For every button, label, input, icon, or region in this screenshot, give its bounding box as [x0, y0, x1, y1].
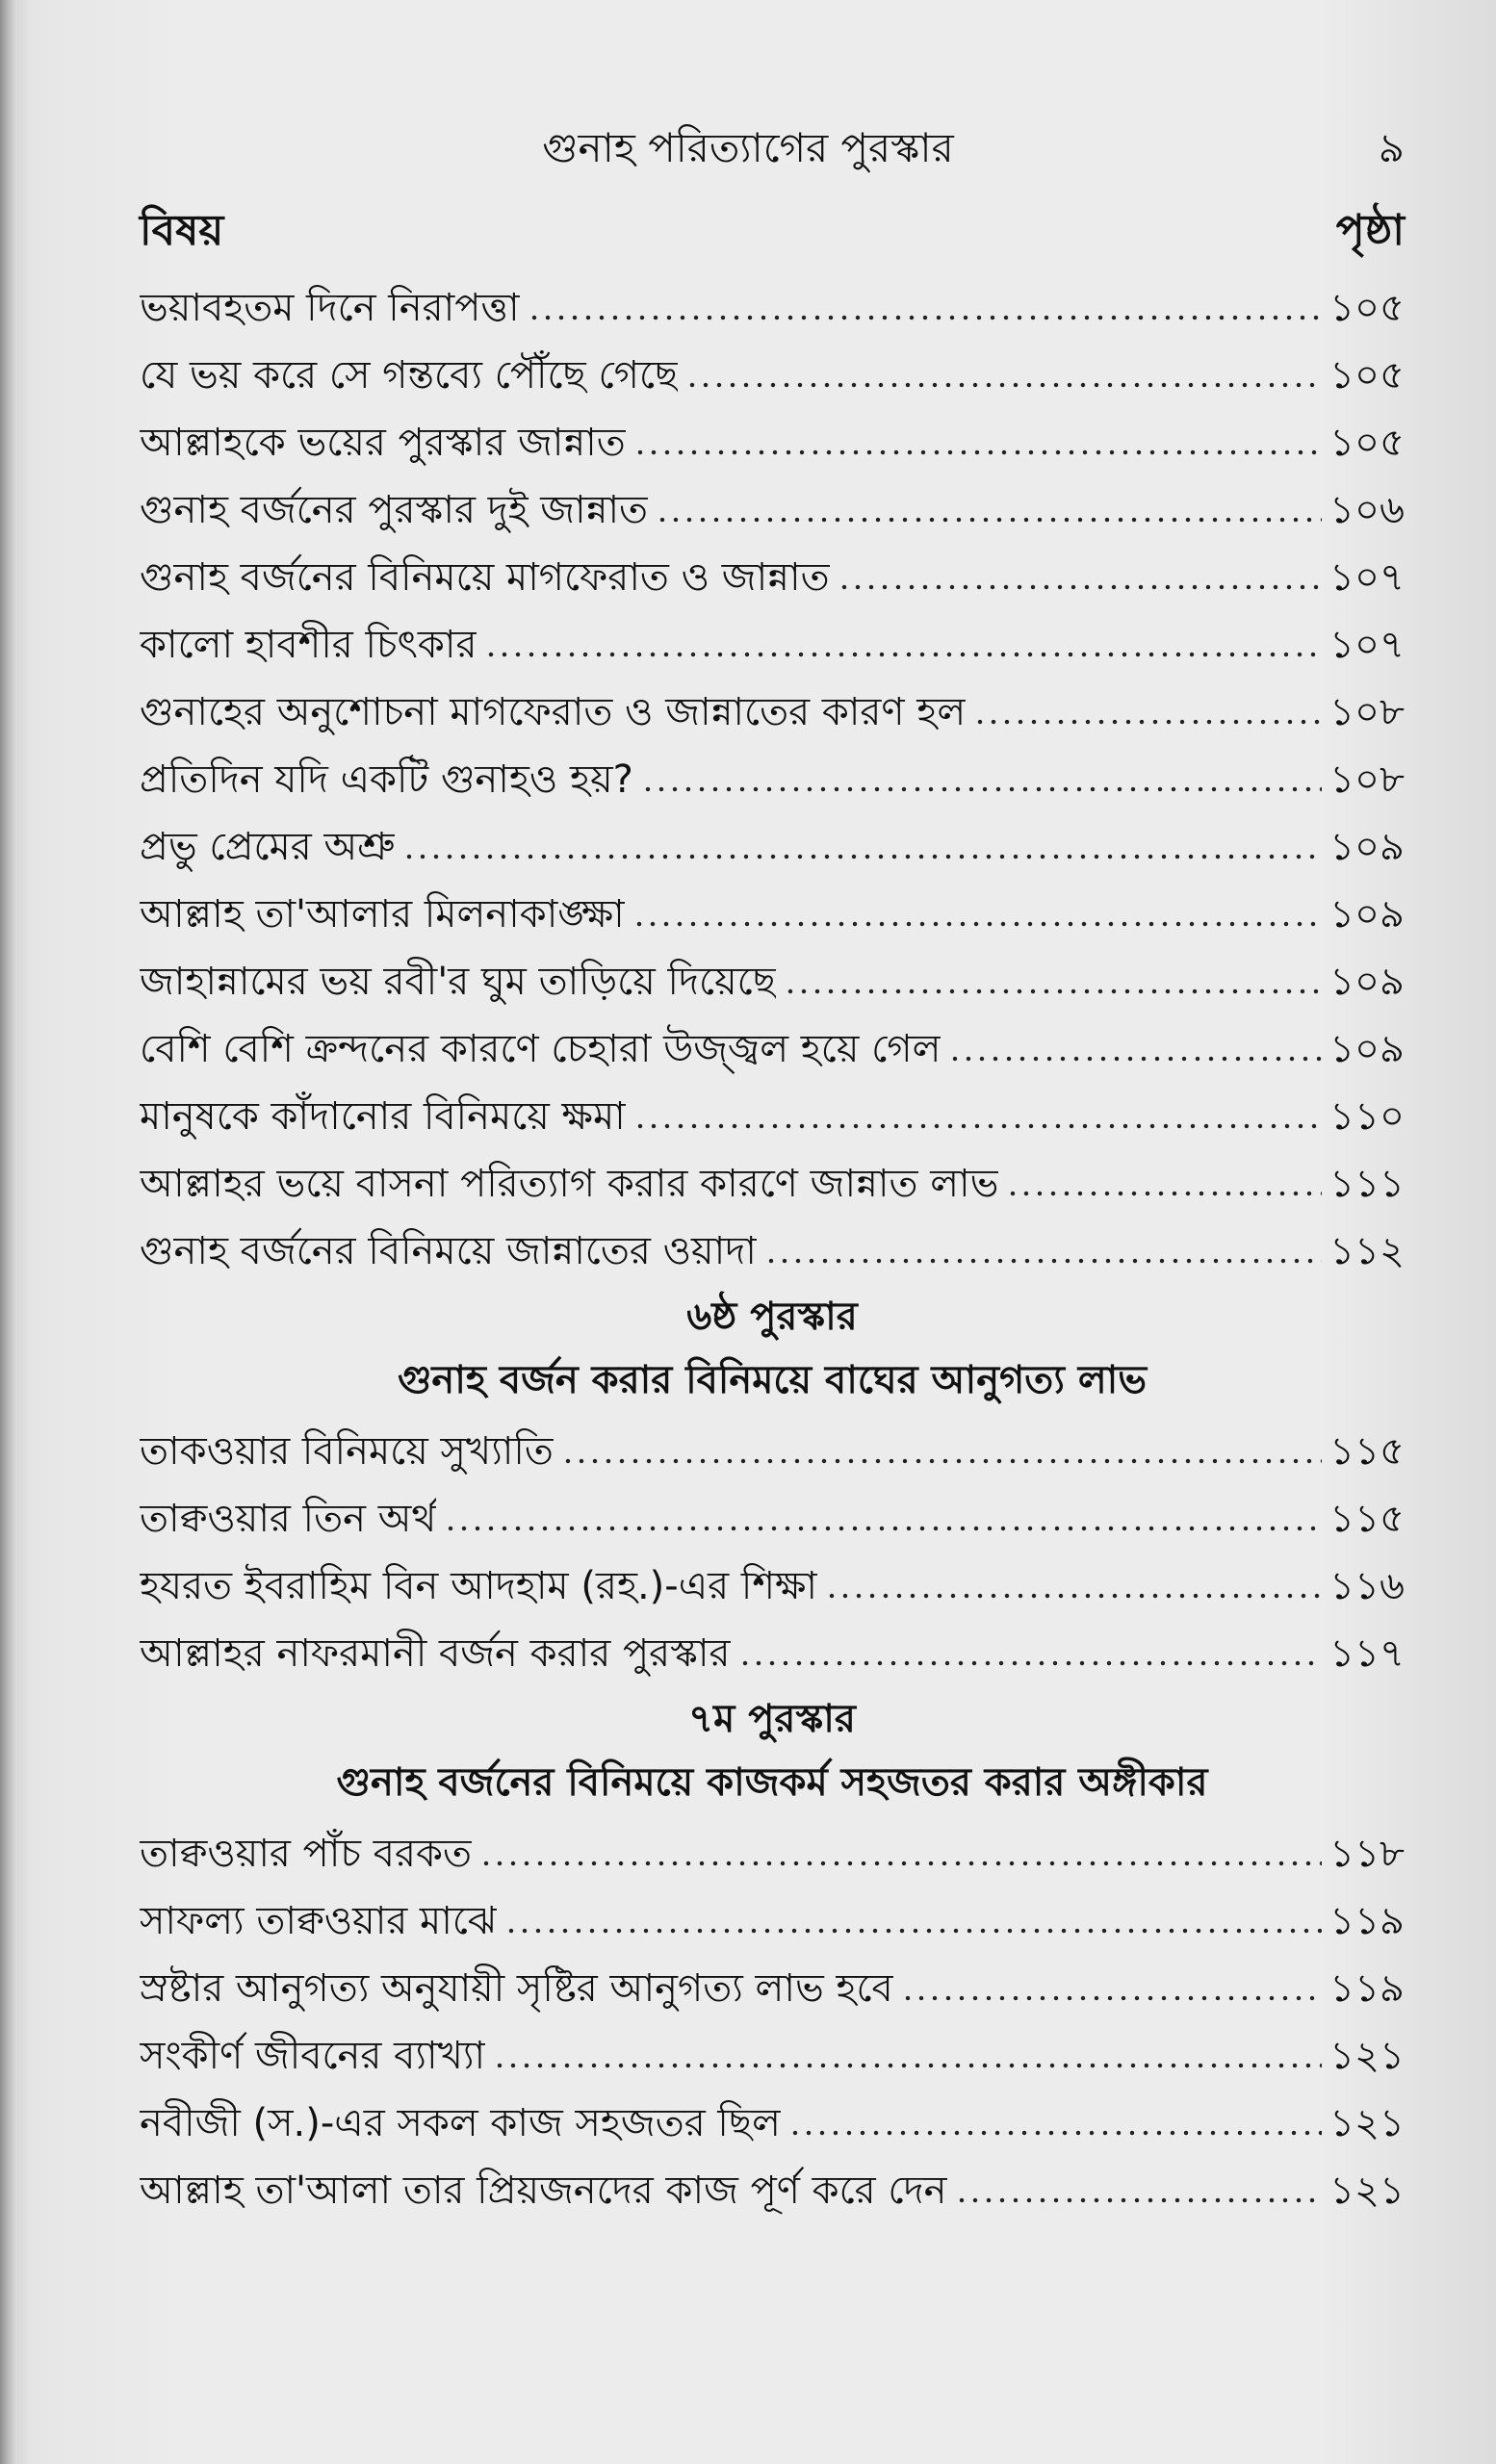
- entry-page-number: ১০৭: [1329, 623, 1405, 667]
- running-title: গুনাহ পরিত্যাগের পুরস্কার: [542, 124, 954, 171]
- dot-leader: [973, 717, 1322, 727]
- dot-leader: [838, 582, 1322, 592]
- entry-page-number: ১২১: [1329, 2034, 1405, 2078]
- entry-title: গুনাহ বর্জনের পুরস্কার দুই জান্নাত: [140, 488, 649, 532]
- dot-leader: [633, 1121, 1322, 1131]
- toc-entry: [140, 1815, 1405, 1883]
- toc-entry: [140, 943, 1405, 1011]
- entry-page-number: ১০৯: [1329, 960, 1405, 1004]
- dot-leader: [685, 380, 1322, 390]
- toc-entry: [140, 1145, 1405, 1213]
- entry-title: গুনাহের অনুশোচনা মাগফেরাত ও জান্নাতের কারণ হল: [140, 690, 967, 734]
- entry-title: প্রভু প্রেমের অশ্রু: [140, 825, 396, 869]
- entry-title: মানুষকে কাঁদানোর বিনিময়ে ক্ষমা: [140, 1094, 626, 1139]
- entry-title: বেশি বেশি ক্রন্দনের কারণে চেহারা উজ্জ্বল হয়ে গেল: [140, 1027, 941, 1071]
- dot-leader: [901, 1993, 1322, 2003]
- section-heading-6: [140, 1284, 1405, 1411]
- toc-entry: [140, 1548, 1405, 1615]
- toc-entry: [140, 539, 1405, 606]
- toc-entry: [140, 1883, 1405, 1950]
- entry-page-number: ১০৮: [1329, 757, 1405, 802]
- entry-page-number: ১১০: [1329, 1094, 1405, 1139]
- toc-entry: [140, 2017, 1405, 2085]
- dot-leader: [504, 1926, 1322, 1936]
- entry-page-number: ১০৫: [1329, 286, 1405, 330]
- entry-title: গুনাহ বর্জনের বিনিময়ে জান্নাতের ওয়াদা: [140, 1229, 757, 1273]
- toc-entry: [140, 1011, 1405, 1078]
- section-title: গুনাহ বর্জনের বিনিময়ে কাজকর্ম সহজতর করার অঙ্গীকার: [336, 1760, 1208, 1805]
- entry-page-number: ১১৫: [1329, 1429, 1405, 1474]
- dot-leader: [784, 987, 1322, 996]
- entry-page-number: ১০৮: [1329, 690, 1405, 734]
- entry-title: যে ভয় করে সে গন্তব্যে পৌঁছে গেছে: [140, 353, 679, 398]
- dot-leader: [528, 313, 1322, 322]
- entry-title: জাহান্নামের ভয় রবী'র ঘুম তাড়িয়ে দিয়েছে: [140, 960, 776, 1004]
- dot-leader: [641, 784, 1322, 794]
- entry-page-number: ১২১: [1329, 2169, 1405, 2213]
- dot-leader: [788, 2128, 1322, 2138]
- dot-leader: [1006, 1189, 1322, 1198]
- table-of-contents: [140, 270, 1405, 2220]
- entry-page-number: ১১২: [1329, 1229, 1405, 1273]
- dot-leader: [633, 448, 1322, 457]
- dot-leader: [738, 1658, 1323, 1668]
- entry-page-number: ১১৭: [1329, 1631, 1405, 1676]
- page-number: ৯: [1378, 124, 1405, 171]
- entry-title: প্রতিদিন যদি একটি গুনাহও হয়?: [140, 757, 633, 802]
- running-header: [0, 114, 1496, 183]
- toc-entry: [140, 741, 1405, 808]
- dot-leader: [632, 919, 1322, 929]
- entry-page-number: ১০৯: [1329, 825, 1405, 869]
- entry-title: সংকীর্ণ জীবনের ব্যাখ্যা: [140, 2034, 486, 2078]
- dot-leader: [561, 1456, 1322, 1466]
- entry-page-number: ১০৬: [1329, 488, 1405, 532]
- toc-entry: [140, 337, 1405, 404]
- entry-title: আল্লাহর ভয়ে বাসনা পরিত্যাগ করার কারণে জান্নাত লাভ: [140, 1162, 999, 1206]
- toc-entry: [140, 876, 1405, 943]
- entry-title: গুনাহ বর্জনের বিনিময়ে মাগফেরাত ও জান্নাত: [140, 555, 830, 600]
- toc-entry: [140, 1413, 1405, 1480]
- entry-title: তাক্বওয়ার পাঁচ বরকত: [140, 1832, 472, 1876]
- entry-page-number: ১০৯: [1329, 1027, 1405, 1071]
- column-headers: [140, 199, 1405, 267]
- entry-title: স্রষ্টার আনুগত্য অনুযায়ী সৃষ্টির আনুগত্য লাভ হবে: [140, 1966, 893, 2011]
- entry-page-number: ১১১: [1329, 1162, 1405, 1206]
- section-heading-7: [140, 1686, 1405, 1813]
- dot-leader: [444, 1524, 1322, 1533]
- entry-title: নবীজী (স.)-এর সকল কাজ সহজতর ছিল: [140, 2101, 781, 2145]
- toc-entry: [140, 1078, 1405, 1145]
- toc-entry: [140, 2085, 1405, 2152]
- entry-title: কালো হাবশীর চিৎকার: [140, 623, 477, 667]
- entry-title: তাক্বওয়ার তিন অর্থ: [140, 1497, 437, 1541]
- entry-title: সাফল্য তাক্বওয়ার মাঝে: [140, 1899, 498, 1943]
- dot-leader: [955, 2195, 1323, 2205]
- entry-page-number: ১০৫: [1329, 421, 1405, 465]
- entry-page-number: ১১৬: [1329, 1564, 1405, 1608]
- entry-page-number: ১১৯: [1329, 1966, 1405, 2011]
- toc-entry: [140, 808, 1405, 876]
- toc-entry: [140, 472, 1405, 539]
- dot-leader: [484, 650, 1322, 659]
- toc-entry: [140, 674, 1405, 741]
- toc-entry: [140, 1480, 1405, 1548]
- entry-page-number: ১০৯: [1329, 892, 1405, 937]
- dot-leader: [493, 2061, 1322, 2070]
- dot-leader: [948, 1054, 1322, 1064]
- entry-page-number: ১১৮: [1329, 1832, 1405, 1876]
- entry-page-number: ১১৯: [1329, 1899, 1405, 1943]
- entry-title: ভয়াবহতম দিনে নিরাপত্তা: [140, 286, 520, 330]
- section-number: ৬ষ্ঠ পুরস্কার: [686, 1295, 858, 1339]
- subject-column-header: বিষয়: [140, 205, 224, 255]
- toc-entry: [140, 606, 1405, 674]
- entry-title: আল্লাহকে ভয়ের পুরস্কার জান্নাত: [140, 421, 626, 465]
- toc-entry: [140, 1213, 1405, 1280]
- section-title: গুনাহ বর্জন করার বিনিময়ে বাঘের আনুগত্য লাভ: [397, 1358, 1148, 1402]
- dot-leader: [656, 515, 1322, 525]
- entry-page-number: ১০৭: [1329, 555, 1405, 600]
- entry-title: হযরত ইবরাহিম বিন আদহাম (রহ.)-এর শিক্ষা: [140, 1564, 817, 1608]
- dot-leader: [825, 1591, 1322, 1601]
- toc-entry: [140, 1950, 1405, 2017]
- entry-page-number: ১০৫: [1329, 353, 1405, 398]
- toc-entry: [140, 270, 1405, 337]
- entry-title: আল্লাহর নাফরমানী বর্জন করার পুরস্কার: [140, 1631, 731, 1676]
- entry-title: তাকওয়ার বিনিময়ে সুখ্যাতি: [140, 1429, 554, 1474]
- section-number: ৭ম পুরস্কার: [688, 1697, 856, 1741]
- page-column-header: পৃষ্ঠা: [1335, 205, 1405, 255]
- toc-entry: [140, 1615, 1405, 1682]
- dot-leader: [479, 1859, 1322, 1868]
- entry-page-number: ১১৫: [1329, 1497, 1405, 1541]
- entry-title: আল্লাহ তা'আলার মিলনাকাঙ্ক্ষা: [140, 892, 625, 937]
- dot-leader: [764, 1256, 1322, 1266]
- toc-entry: [140, 404, 1405, 472]
- entry-page-number: ১২১: [1329, 2101, 1405, 2145]
- dot-leader: [402, 852, 1322, 861]
- toc-entry: [140, 2152, 1405, 2220]
- entry-title: আল্লাহ তা'আলা তার প্রিয়জনদের কাজ পূর্ণ করে দেন: [140, 2169, 947, 2213]
